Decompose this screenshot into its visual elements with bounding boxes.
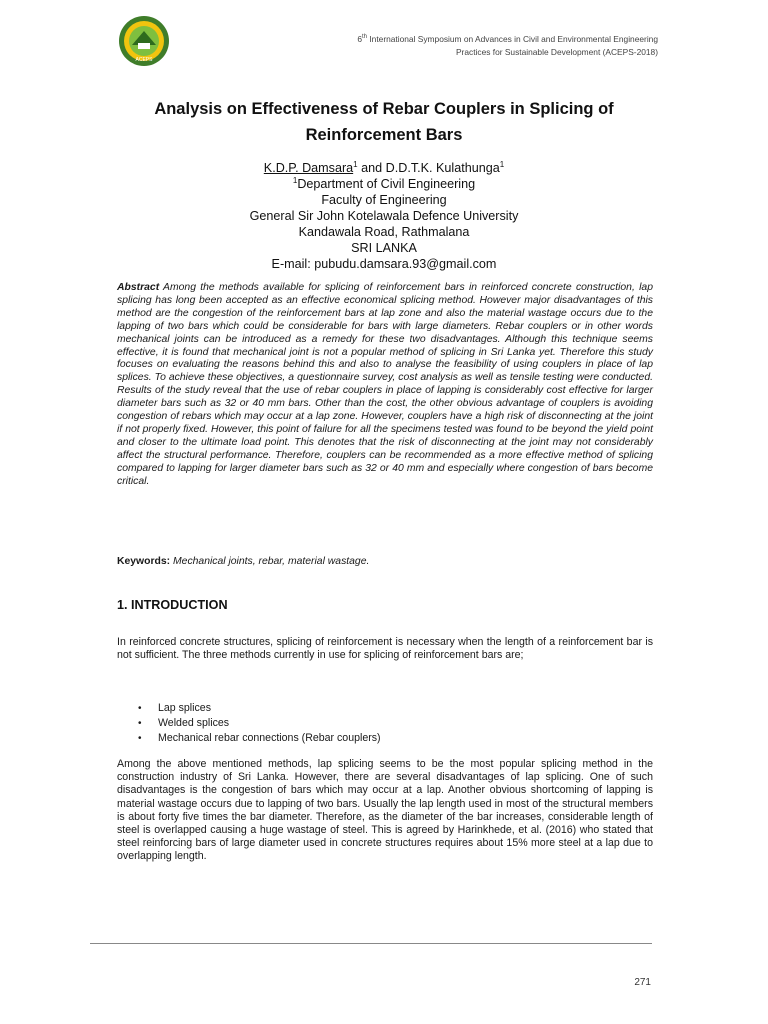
authors-block xyxy=(0,160,768,272)
author-1: K.D.P. Damsara xyxy=(263,161,354,175)
intro-paragraph-2: Among the above mentioned methods, lap splicing seems to be the most popular splicing method in the construction industry of Sri Lanka. However, there are several disadvantages of lap splicing. One of such disadvantages is the congestion of bars which may occur at a lap. Another obvious shortcoming of lapping is material wastage occurs due to lapping of two bars. Usually the lap length used in most of the structural members is about forty five times the bar diameter. Therefore, as the diameter of the bar increases, considerable length of steel is overlapped causing a huge wastage of steel. This is agreed by Harinkhede, et al. (2016) who stated that steel reinforcing bars of large diameter used in concrete structures requires about 15% more steel at a lap due to overlapping length. xyxy=(117,758,653,863)
abstract-label: Abstract xyxy=(117,282,160,293)
affiliation-university: General Sir John Kotelawala Defence University xyxy=(249,209,519,223)
splice-method-list xyxy=(138,701,638,746)
author-email: E-mail: pubudu.damsara.93@gmail.com xyxy=(271,257,497,271)
section-heading-introduction: 1. INTRODUCTION xyxy=(117,598,228,612)
author-line: K.D.P. Damsara$^1$ and D.D.T.K. Kulathunga$^1$ xyxy=(263,159,505,175)
keywords xyxy=(117,555,653,568)
bullet-icon: • xyxy=(138,703,142,714)
bullet-icon: • xyxy=(138,733,142,744)
conference-line-2: Practices for Sustainable Development (ACEPS-2018) xyxy=(455,46,658,57)
list-item: • Mechanical rebar connections (Rebar couplers) xyxy=(138,732,381,744)
affiliation-department: $^1$Department of Civil Engineering xyxy=(292,175,476,191)
author-2: D.D.T.K. Kulathunga xyxy=(385,161,500,175)
title-line-1: Analysis on Effectiveness of Rebar Couplers in Splicing of xyxy=(154,100,614,118)
logo-lettering: ACEPS xyxy=(135,57,153,63)
list-item: • Lap splices xyxy=(138,702,211,714)
title-line-2: Reinforcement Bars xyxy=(305,126,463,144)
conference-line-1: 6th International Symposium on Advances in Civil and Environmental Engineering xyxy=(357,33,658,44)
paper-title xyxy=(0,96,768,148)
bullet-icon: • xyxy=(138,718,142,729)
page-number: 271 xyxy=(634,977,651,988)
conference-header xyxy=(357,31,658,59)
intro-paragraph-1: In reinforced concrete structures, splicing of reinforcement is necessary when the length of a reinforcement bar is not sufficient. The three methods currently in use for splicing of reinforcement bars are; xyxy=(117,636,653,662)
list-item: • Welded splices xyxy=(138,717,230,729)
footer-divider xyxy=(90,943,652,944)
keywords-text: Mechanical joints, rebar, material wastage. xyxy=(170,556,370,567)
affiliation-country: SRI LANKA xyxy=(351,241,417,255)
abstract xyxy=(117,282,653,489)
affiliation-faculty: Faculty of Engineering xyxy=(321,193,447,207)
abstract-text: Among the methods available for splicing of reinforcement bars in reinforced concrete construction, lap splicing has long been accepted as an effective economical splicing method. However major disadvantages of this method are the congestion of the reinforcement bars at lap zone and also the material wastage occurs due to the lapping of two bars which could be considerable for bars with large diameters. Rebar couplers or in other words mechanical joints can be introduced as a remedy for these two disadvantages. Although this technique seems effective, it is found that mechanical joint is not a popular method of splicing in Sri Lanka yet. Therefore this study focuses on evaluating the reasons behind this and also to analyse the feasibility of using couplers in place of lap splices. To achieve these objectives, a questionnaire survey, cost analysis as well as tensile testing were conducted. Results of the study reveal that the use of rebar couplers in place of lapping is considerably cost effective for larger diameter bars such as 32 or 40 mm bars. Other than the cost, the other obvious advantage of couplers is avoiding congestion of rebars which may occur at a lap zone. However, couplers have a high risk of disconnecting at the joint if not properly fixed. However, this point of failure for all the specimens tested was found to be beyond the yield point and closer to the ultimate load point. This denotes that the risk of disconnecting at the joint may not considerably affect the structural performance. Therefore, couplers can be recommended as a more effective method of splicing compared to lapping for larger diameter bars such as 32 or 40 mm and especially where congestion of bars become critical. xyxy=(117,282,653,487)
keywords-label: Keywords: xyxy=(117,556,171,567)
conference-logo xyxy=(118,15,170,67)
affiliation-address: Kandawala Road, Rathmalana xyxy=(298,225,470,239)
